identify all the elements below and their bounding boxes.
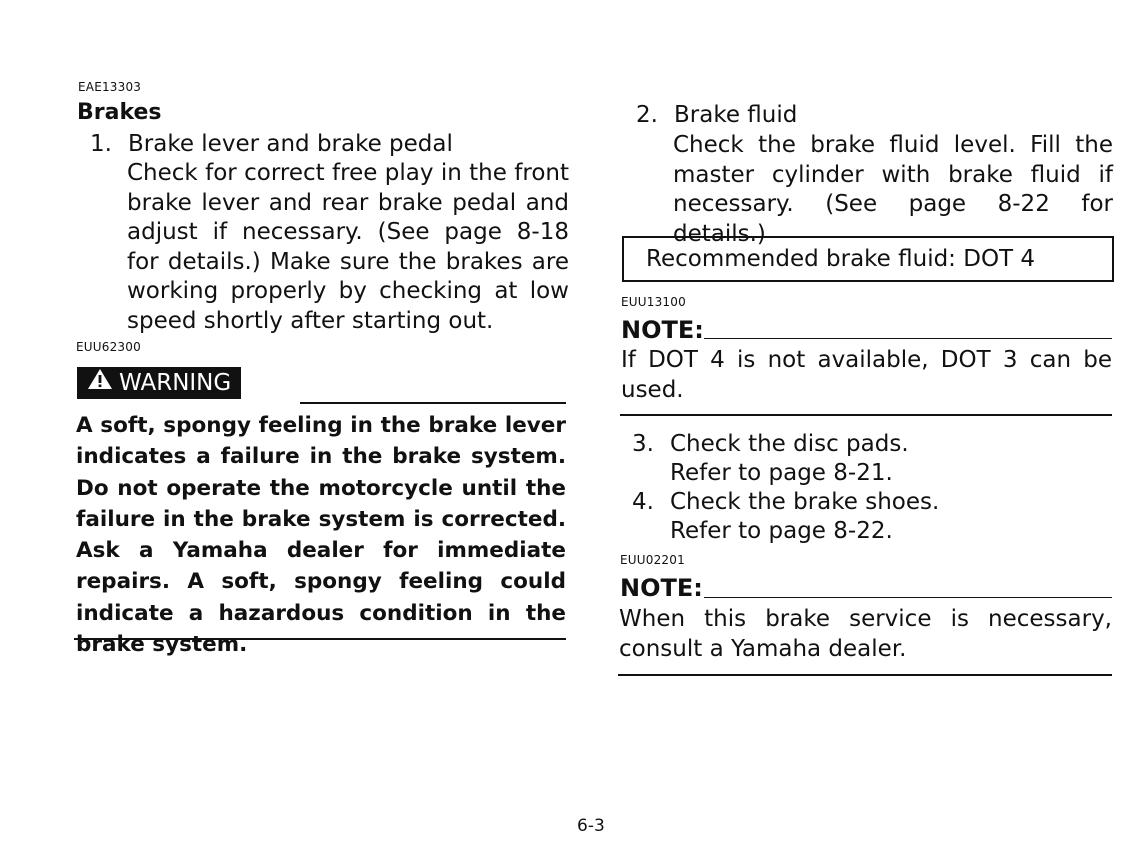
warning-triangle-icon [87,367,113,399]
item-title: Check the brake shoes. [670,489,940,515]
warning-heading-rule [300,402,566,404]
item-number: 3. [632,431,654,457]
item-body: Refer to page 8-22. [670,518,893,544]
item-number: 1. [90,131,112,157]
item-body: Check for correct free play in the front brake lever and rear brake pedal and adjust if necessary. (See page 8-18 for details.) Make sure the brakes are working properly by checking at low speed shortly after starting out. [127,160,569,334]
note-end-rule [620,414,1112,416]
item-number: 4. [632,489,654,515]
recommended-fluid-box [622,236,1114,282]
note-code: EUU02201 [620,553,685,567]
warning-text: A soft, spongy feeling in the brake lever indicates a failure in the brake system. Do not operate the motorcycle until the failure in the brake system is corrected. Ask a Yamaha dealer for immediate repairs. A soft, spongy feeling could indicate a hazardous condition in the brake system. [76,413,566,658]
warning-end-rule [74,638,566,640]
item-body: Refer to page 8-21. [670,460,893,486]
item-body: Check the brake fluid level. Fill the master cylinder with brake fluid if necessary. (See page 8-22 for details.) [673,132,1113,247]
warning-badge [77,367,241,399]
note-end-rule [618,674,1112,676]
note-text: When this brake service is necessary, consult a Yamaha dealer. [619,606,1112,662]
item-title: Brake fluid [674,102,798,128]
section-code: EAE13303 [78,80,142,94]
warning-label: WARNING [119,370,232,396]
section-heading: Brakes [77,100,162,125]
note-heading-rule [704,338,1112,339]
note-heading-rule [704,597,1112,598]
note-label: NOTE: [621,316,704,344]
warning-code: EUU62300 [76,340,141,354]
page-number: 6-3 [577,816,605,836]
item-title: Check the disc pads. [670,431,909,457]
note-code: EUU13100 [621,295,686,309]
item-title: Brake lever and brake pedal [128,131,453,157]
note-text: If DOT 4 is not available, DOT 3 can be used. [621,347,1112,403]
item-number: 2. [636,102,658,128]
note-label: NOTE: [620,574,703,602]
recommended-fluid-text: Recommended brake fluid: DOT 4 [646,246,1036,272]
